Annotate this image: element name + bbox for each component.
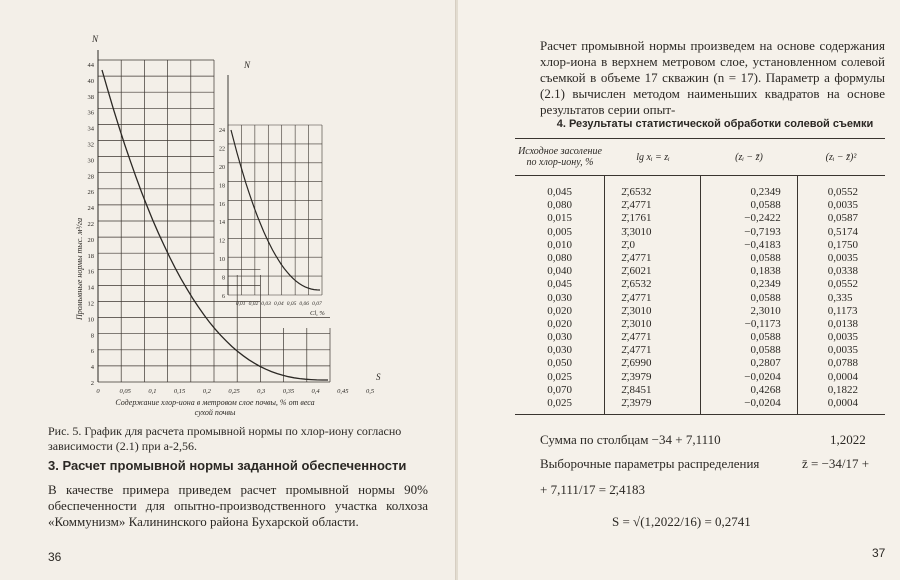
inset-x-axis-label: Cl, % xyxy=(310,310,325,317)
table-cell: 0,020 xyxy=(547,317,572,330)
y-tick-label: 20 xyxy=(87,236,94,244)
y-tick-label: 4 xyxy=(90,364,94,372)
table-cell: 2̄,4771 xyxy=(621,291,652,304)
x-tick-label: 0,25 xyxy=(228,388,240,395)
y-axis-label: Промывные нормы тыс. м³/га xyxy=(75,217,84,320)
x-axis-label-cont: сухой почвы xyxy=(194,408,236,417)
table-body xyxy=(515,176,885,414)
y-tick-label: 14 xyxy=(87,284,94,292)
table-cell: 0,1173 xyxy=(827,304,858,317)
table-cell: 0,0552 xyxy=(827,186,858,198)
header-deviation: (zᵢ − z̄) xyxy=(735,151,763,163)
table-cell: 0,0004 xyxy=(827,370,858,383)
table-cell: 0,0552 xyxy=(827,278,858,291)
table-cell: 0,0004 xyxy=(827,397,858,409)
table-cell: 0,025 xyxy=(547,397,572,409)
table-cell: 0,030 xyxy=(547,291,572,304)
params-label: Выборочные параметры распределения xyxy=(540,456,760,471)
y-tick-label: 12 xyxy=(87,300,94,308)
sum-label: Сумма по столбцам −34 + 7,1110 xyxy=(540,432,721,447)
table-cell: −0,4183 xyxy=(744,238,781,251)
table-cell: 2̄,3979 xyxy=(621,397,652,409)
table-cell: 0,010 xyxy=(547,238,572,251)
y-tick-label: 24 xyxy=(87,205,94,213)
x-axis-label: Содержание хлор-иона в метровом слое почвы, % от веса xyxy=(115,398,315,407)
y-tick-label: 34 xyxy=(87,125,94,133)
table-cell: 0,0138 xyxy=(827,317,858,330)
header-squared-deviation: (zᵢ − z̄)² xyxy=(825,151,857,163)
y-tick-label: 22 xyxy=(87,221,94,228)
inset-y-axis-letter: N xyxy=(244,60,251,70)
table-cell: 0,0035 xyxy=(827,251,858,264)
charts-svg xyxy=(40,20,420,420)
table-title: 4. Результаты статистической обработки солевой съемки xyxy=(556,118,874,130)
inset-x-tick-label: 0,05 xyxy=(286,301,297,307)
x-tick-label: 0,05 xyxy=(119,388,131,395)
y-tick-label: 8 xyxy=(90,332,94,340)
table-cell: −0,0204 xyxy=(744,397,781,409)
table-cell: 2̄,1761 xyxy=(621,212,652,225)
inset-x-tick-label: 0,07 xyxy=(312,301,322,307)
table-cell: 3̄,3010 xyxy=(621,225,652,238)
inset-y-tick-label: 8 xyxy=(222,275,225,282)
leaching-norm-charts xyxy=(40,20,420,420)
section-title: 3. Расчет промывной нормы заданной обеспеченности xyxy=(48,458,407,473)
table-cell: 0,0035 xyxy=(827,199,858,212)
x-tick-label: 0,4 xyxy=(311,388,320,395)
table-cell: −0,2422 xyxy=(744,212,781,225)
table-cell: 0,5174 xyxy=(827,225,858,238)
inset-x-tick-label: 0,03 xyxy=(261,301,271,307)
table-cell: 0,2349 xyxy=(750,278,781,291)
header-initial-salinity: Исходное засоление по хлор-иону, % xyxy=(518,146,602,168)
zbar-expression: z̄ = −34/17 + xyxy=(802,456,870,471)
table-cell: 0,080 xyxy=(547,199,572,212)
y-tick-label: 18 xyxy=(87,252,94,260)
table-cell: 2̄,0 xyxy=(621,238,636,251)
figure-caption: Рис. 5. График для расчета промывной нормы по хлор-иону согласно зависимости (2.1) при a-2,56. xyxy=(48,424,402,453)
y-tick-label: 40 xyxy=(87,77,94,85)
y-tick-label: 28 xyxy=(87,173,94,181)
table-cell: 0,045 xyxy=(547,278,572,291)
table-cell: 2̄,6532 xyxy=(621,186,652,198)
inset-y-tick-label: 14 xyxy=(219,220,225,227)
table-cell: 0,2349 xyxy=(750,186,781,198)
table-cell: 0,015 xyxy=(547,212,572,225)
table-cell: 2̄,4771 xyxy=(621,251,652,264)
column-squared-deviation xyxy=(797,176,885,414)
table-cell: 0,0035 xyxy=(827,344,858,357)
table-cell: 0,005 xyxy=(547,225,572,238)
sum-value: 1,2022 xyxy=(830,432,866,447)
x-tick-label: 0,5 xyxy=(365,388,375,395)
table-cell: 0,0588 xyxy=(750,331,781,344)
right-intro-text: Расчет промывной нормы произведем на основе содержания хлор-иона в верхнем метровом слое, установленном солевой съемкой в объеме 17 скважин (n = 17). Параметр a формулы (2.1) вычислен методом наименьших квадратов на основе результатов серии опыт- xyxy=(540,38,885,117)
table-cell: 2̄,4771 xyxy=(621,199,652,212)
inset-y-tick-label: 10 xyxy=(219,257,225,264)
table-cell: 2,3010 xyxy=(750,304,781,317)
inset-y-tick-label: 18 xyxy=(219,183,225,190)
table-cell: −0,1173 xyxy=(744,317,781,330)
x-tick-label: 0,15 xyxy=(173,388,186,395)
y-tick-label: 6 xyxy=(90,348,94,356)
header-log: lg xᵢ = zᵢ xyxy=(636,151,670,163)
y-tick-label: 38 xyxy=(87,93,94,101)
column-sums xyxy=(540,432,885,448)
y-tick-label: 30 xyxy=(87,157,94,165)
inset-x-tick-label: 0,06 xyxy=(299,301,310,307)
std-dev-formula: S = √(1,2022/16) = 0,2741 xyxy=(612,514,751,529)
table-cell: 0,020 xyxy=(547,304,572,317)
inset-y-tick-label: 20 xyxy=(219,164,225,171)
y-tick-label: 32 xyxy=(87,141,94,149)
table-cell: 0,4268 xyxy=(750,383,781,396)
y-tick-label: 36 xyxy=(87,109,94,117)
page-number-left: 36 xyxy=(48,550,62,564)
table-cell: −0,7193 xyxy=(744,225,781,238)
table-cell: 0,0588 xyxy=(750,344,781,357)
left-body-text: В качестве примера приведем расчет промывной нормы 90% обеспеченности для опытно-производственного участка колхоза «Коммунизм» Калининского района Бухарской области. xyxy=(48,482,428,529)
table-cell: 0,045 xyxy=(547,186,572,198)
table-cell: 0,0588 xyxy=(750,251,781,264)
x-tick-label: 0,3 xyxy=(257,388,266,395)
x-tick-label: 0,1 xyxy=(148,388,157,395)
table-cell: 2̄,8451 xyxy=(621,383,652,396)
column-deviation xyxy=(700,176,796,414)
x-tick-label: 0,2 xyxy=(202,388,211,395)
table-cell: 0,1838 xyxy=(750,265,781,278)
column-log xyxy=(604,176,700,414)
table-cell: 0,030 xyxy=(547,331,572,344)
table-cell: 0,080 xyxy=(547,251,572,264)
table-cell: 0,030 xyxy=(547,344,572,357)
table-cell: 2̄,3979 xyxy=(621,370,652,383)
y-tick-label: 44 xyxy=(87,62,94,69)
table-cell: 2̄,3010 xyxy=(621,317,652,330)
table-cell: 0,0588 xyxy=(750,291,781,304)
zbar-continuation: + 7,111/17 = 2̄,4183 xyxy=(540,482,646,497)
table-cell: 0,0035 xyxy=(827,331,858,344)
table-cell: 2̄,3010 xyxy=(621,304,652,317)
inset-y-tick-label: 16 xyxy=(219,201,225,208)
table-cell: 0,0338 xyxy=(827,265,858,278)
table-cell: 0,070 xyxy=(547,383,572,396)
table-cell: 0,040 xyxy=(547,265,572,278)
table-cell: 0,0588 xyxy=(750,199,781,212)
table-cell: 2̄,4771 xyxy=(621,344,652,357)
page-number-right: 37 xyxy=(872,546,886,560)
table-cell: 0,2807 xyxy=(750,357,781,370)
table-header xyxy=(515,139,885,176)
inset-y-tick-label: 22 xyxy=(219,146,225,153)
inset-x-tick-label: 0,01 xyxy=(235,301,246,307)
table-cell: 0,335 xyxy=(827,291,853,304)
table-cell: 2̄,6990 xyxy=(621,357,652,370)
x-tick-label: 0,45 xyxy=(337,388,349,395)
y-tick-label: 26 xyxy=(87,189,94,197)
inset-curve xyxy=(231,130,320,290)
results-table xyxy=(515,138,885,415)
table-cell: 0,025 xyxy=(547,370,572,383)
x-axis-letter: S xyxy=(376,372,381,382)
inset-x-tick-label: 0,02 xyxy=(248,301,259,307)
y-axis-letter: N xyxy=(92,34,99,44)
table-cell: −0,0204 xyxy=(744,370,781,383)
table-cell: 0,1822 xyxy=(827,383,858,396)
y-tick-label: 2 xyxy=(90,380,94,387)
sample-parameters xyxy=(540,456,885,472)
inset-y-tick-label: 6 xyxy=(222,294,225,300)
table-cell: 2̄,6532 xyxy=(621,278,652,291)
table-cell: 0,1750 xyxy=(827,238,858,251)
inset-x-tick-label: 0,04 xyxy=(273,301,284,307)
table-cell: 2̄,4771 xyxy=(621,331,652,344)
y-tick-label: 10 xyxy=(87,316,94,324)
table-cell: 2̄,6021 xyxy=(621,265,652,278)
inset-y-tick-label: 12 xyxy=(219,238,225,245)
table-cell: 0,0587 xyxy=(827,212,858,225)
column-salinity xyxy=(515,176,604,414)
x-tick-label: 0 xyxy=(96,388,100,395)
table-cell: 0,0788 xyxy=(827,357,858,370)
inset-y-tick-label: 24 xyxy=(219,128,225,134)
x-tick-label: 0,35 xyxy=(282,388,295,395)
table-cell: 0,050 xyxy=(547,357,572,370)
y-tick-label: 16 xyxy=(87,268,94,276)
